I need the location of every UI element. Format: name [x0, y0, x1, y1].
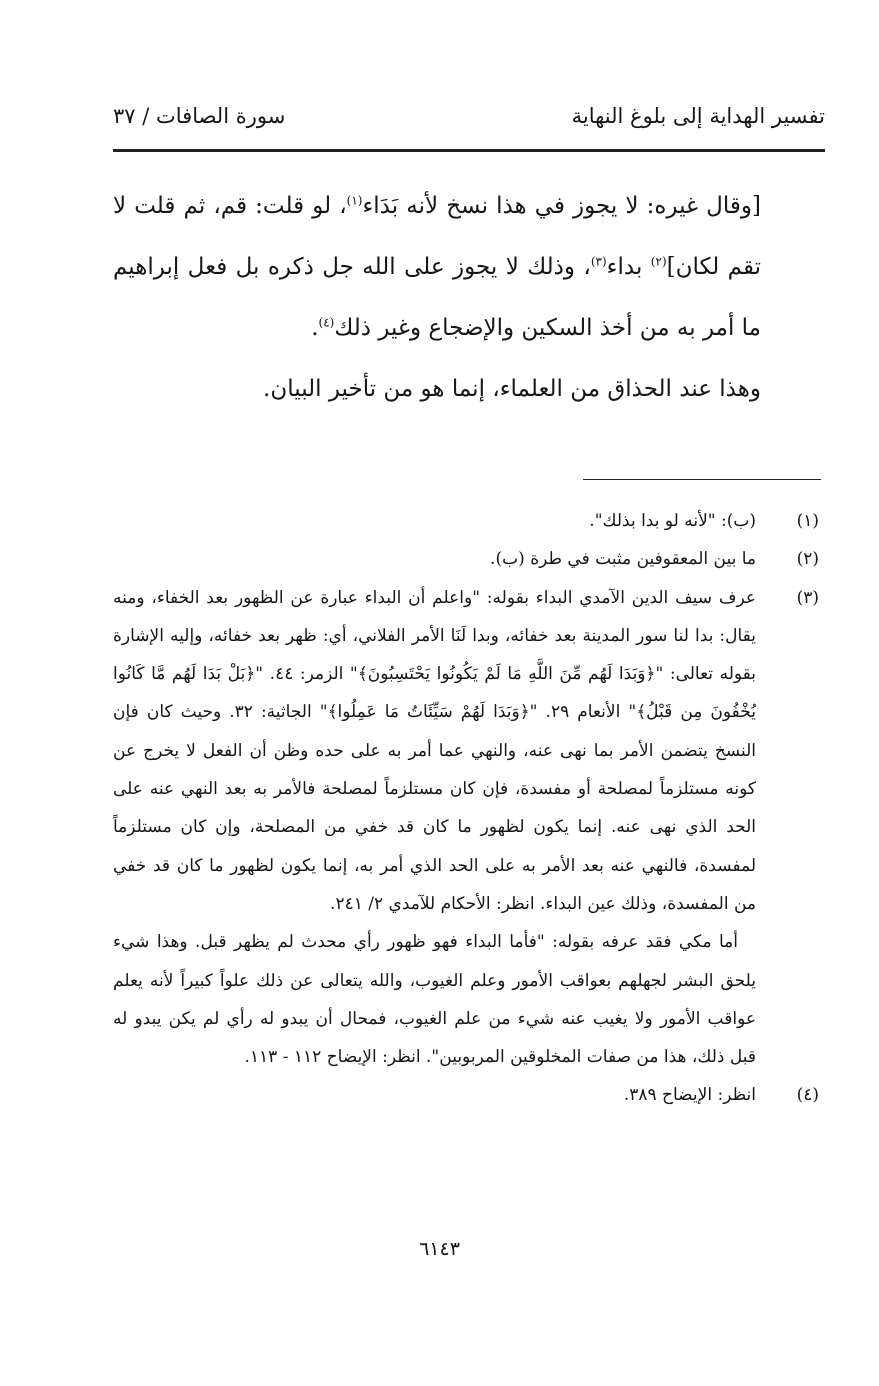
main-text-run: ، وذلك لا يجوز على الله جل ذكره بل فعل إبراهيم ما أمر به من أخذ السكين والإضجاع وغير ذلك [113, 254, 761, 341]
footnote-number: (٤) [796, 1085, 819, 1106]
footnote-3-continuation: أما مكي فقد عرفه بقوله: "فأما البداء فهو ظهور رأي محدث لم يظهر قبل. وهذا شيء يلحق البشر لجهلهم بعواقب الأمور وعلم الغيوب، والله يتعالى عن ذلك علواً كبيراً لأنه يعلم عواقب الأمور ولا يغيب عنه شيء من علم الغيوب، فمحال أن يبدو له رأي لم يكن يبدو له قبل ذلك، هذا من صفات المخلوقين المربوبين". انظر: الإيضاح ١١٢ - ١١٣. [113, 932, 756, 1068]
main-text-run: [وقال غيره: لا يجوز في هذا نسخ لأنه بَدَاء [362, 193, 761, 219]
main-text [113, 176, 821, 420]
footnote-4 [113, 1076, 821, 1114]
footnote-number: (١) [796, 511, 819, 531]
footnote-text: ما بين المعقوفين مثبت في طرة (ب). [490, 549, 756, 570]
page-number: ٦١٤٣ [419, 1238, 460, 1260]
footnote-ref-2: (٢) [650, 254, 667, 269]
footnote-3 [113, 579, 821, 924]
main-text-run: بداء [606, 254, 651, 280]
footnote-ref-4: (٤) [318, 315, 335, 330]
footnote-ref-3: (٣) [590, 254, 607, 269]
main-paragraph-2: وهذا عند الحذاق من العلماء، إنما هو من تأخير البيان. [263, 376, 761, 402]
footnote-separator [583, 479, 821, 480]
footnote-2 [113, 540, 821, 578]
book-title: تفسير الهداية إلى بلوغ النهاية [571, 104, 825, 128]
footnote-text: عرف سيف الدين الآمدي البداء بقوله: "واعلم أن البداء عبارة عن الظهور بعد الخفاء، ومنه يقال: بدا لنا سور المدينة بعد خفائه، وبدا لَنَا الأمر الفلاني، أي: ظهر بعد خفائه، وإليه الإشارة بقوله تعالى: "﴿وَبَدَا لَهُم مِّنَ اللَّهِ مَا لَمْ يَكُونُوا يَحْتَسِبُونَ﴾" الزمر: ٤٤. "﴿بَلْ بَدَا لَهُم مَّا كَانُوا يُخْفُونَ مِن قَبْلُ﴾" الأنعام ٢٩. "﴿وَبَدَا لَهُمْ سَيِّئَاتُ مَا عَمِلُوا﴾" الجاثية: ٣٢. وحيث كان فإن النسخ يتضمن الأمر بما نهى عنه، والنهي عما أمر به على حده وظن أن الفعل لا يخرج عن كونه مستلزماً لمصلحة أو مفسدة، فإن كان مستلزماً لمصلحة فالأمر به بعد النهي عنه على الحد الذي نهى عنه. إنما يكون لظهور ما كان قد خفي من المصلحة، وإن كان مستلزماً لمفسدة، فالنهي عنه بعد الأمر به على الحد الذي أمر به، إنما يكون لظهور ما كان قد خفي من المفسدة، وذلك عين البداء. انظر: الأحكام للآمدي ٢/ ٢٤١. [113, 587, 756, 914]
main-text-run: ، لو قلت: قم، ثم قلت لا تقم لكان] [113, 193, 761, 280]
footnote-text: انظر: الإيضاح ٣٨٩. [623, 1085, 756, 1106]
footnote-text: (ب): "لأنه لو بدا بذلك". [589, 511, 756, 531]
surah-label: سورة الصافات / ٣٧ [113, 104, 286, 128]
footnote-number: (٣) [796, 587, 819, 608]
footnote-ref-1: (١) [346, 193, 363, 208]
main-text-run: . [311, 315, 319, 341]
header-rule [113, 149, 825, 152]
main-paragraph-1 [113, 176, 821, 359]
running-header [113, 104, 825, 144]
footnote-number: (٢) [796, 549, 819, 570]
footnotes [113, 502, 821, 1115]
footnote-1 [113, 502, 821, 540]
